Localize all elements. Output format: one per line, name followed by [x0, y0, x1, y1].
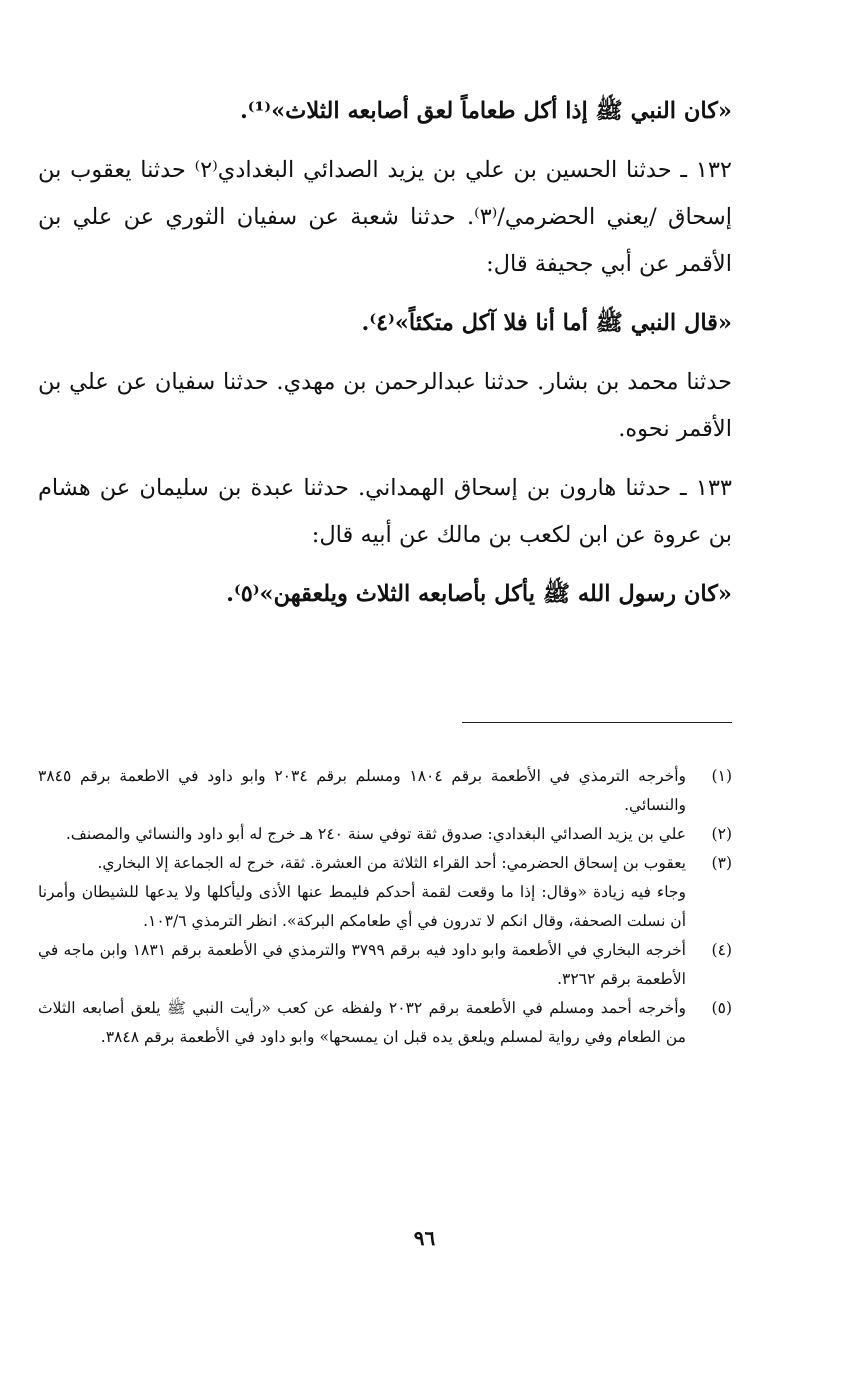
footnote-1	[38, 762, 732, 820]
footnote-3	[38, 849, 732, 878]
footnote-text: وأخرجه أحمد ومسلم في الأطعمة برقم ٢٠٣٢ ولفظه عن كعب «رأيت النبي ﷺ يلعق أصابعه الثلاث من الطعام وفي رواية لمسلم ويلعق يده قبل ان يمسحها» وابو داود في الأطعمة برقم ٣٨٤٨.	[38, 999, 686, 1046]
footnote-4	[38, 936, 732, 994]
footnote-number: (٣)	[711, 854, 732, 872]
footnote-text: وأخرجه الترمذي في الأطعمة برقم ١٨٠٤ ومسلم برقم ٢٠٣٤ وابو داود في الاطعمة برقم ٣٨٤٥ والنسائي.	[38, 767, 686, 814]
footnote-text: علي بن يزيد الصدائي البغدادي: صدوق ثقة توفي سنة ٢٤٠ هـ خرج له أبو داود والنسائي والمصنف.	[65, 825, 686, 843]
narration-132: ١٣٢ ـ حدثنا الحسين بن علي بن يزيد الصدائي البغدادي⁽٢⁾ حدثنا يعقوب بن إسحاق /يعني الحضرمي/⁽٣⁾. حدثنا شعبة عن سفيان الثوري عن علي بن الأقمر عن أبي جحيفة قال:	[38, 157, 733, 277]
footnote-text: أخرجه البخاري في الأطعمة وابو داود فيه برقم ٣٧٩٩ والترمذي في الأطعمة برقم ١٨٣١ وابن ماجه في الأطعمة برقم ٣٢٦٢.	[38, 941, 686, 988]
footnote-5	[38, 994, 732, 1052]
hadith-quote-2: «قال النبي ﷺ أما أنا فلا آكل متكئاً»⁽٤⁾.	[361, 310, 732, 336]
footnote-number: (٤)	[711, 941, 732, 959]
page-number: ٩٦	[413, 1226, 436, 1250]
footnote-number: (٢)	[711, 825, 732, 843]
footnote-number: (٥)	[711, 999, 732, 1017]
hadith-quote-3: «كان رسول الله ﷺ يأكل بأصابعه الثلاث ويلعقهن»⁽٥⁾.	[226, 581, 732, 607]
hadith-quote-1: «كان النبي ﷺ إذا أكل طعاماً لعق أصابعه الثلاث»⁽¹⁾.	[239, 98, 732, 124]
footnote-3-continuation: وجاء فيه زيادة «وقال: إذا ما وقعت لقمة أحدكم فليمط عنها الأذى وليأكلها ولا يدعها للشيطان وأمرنا أن نسلت الصحفة، وقال انكم لا تدرون في أي طعامكم البركة». انظر الترمذي ١٠٣/٦.	[38, 883, 686, 930]
footnote-separator	[462, 722, 732, 723]
narration-133: ١٣٣ ـ حدثنا هارون بن إسحاق الهمداني. حدثنا عبدة بن سليمان عن هشام بن عروة عن ابن لكعب بن مالك عن أبيه قال:	[38, 475, 732, 548]
footnote-text: يعقوب بن إسحاق الحضرمي: أحد القراء الثلاثة من العشرة. ثقة، خرج له الجماعة إلا البخاري.	[97, 854, 686, 872]
main-text	[38, 88, 732, 618]
footnote-number: (١)	[711, 767, 732, 785]
footnotes	[38, 762, 732, 1052]
footnote-2	[38, 820, 732, 849]
narration-chain: حدثنا محمد بن بشار. حدثنا عبدالرحمن بن مهدي. حدثنا سفيان عن علي بن الأقمر نحوه.	[38, 369, 732, 442]
